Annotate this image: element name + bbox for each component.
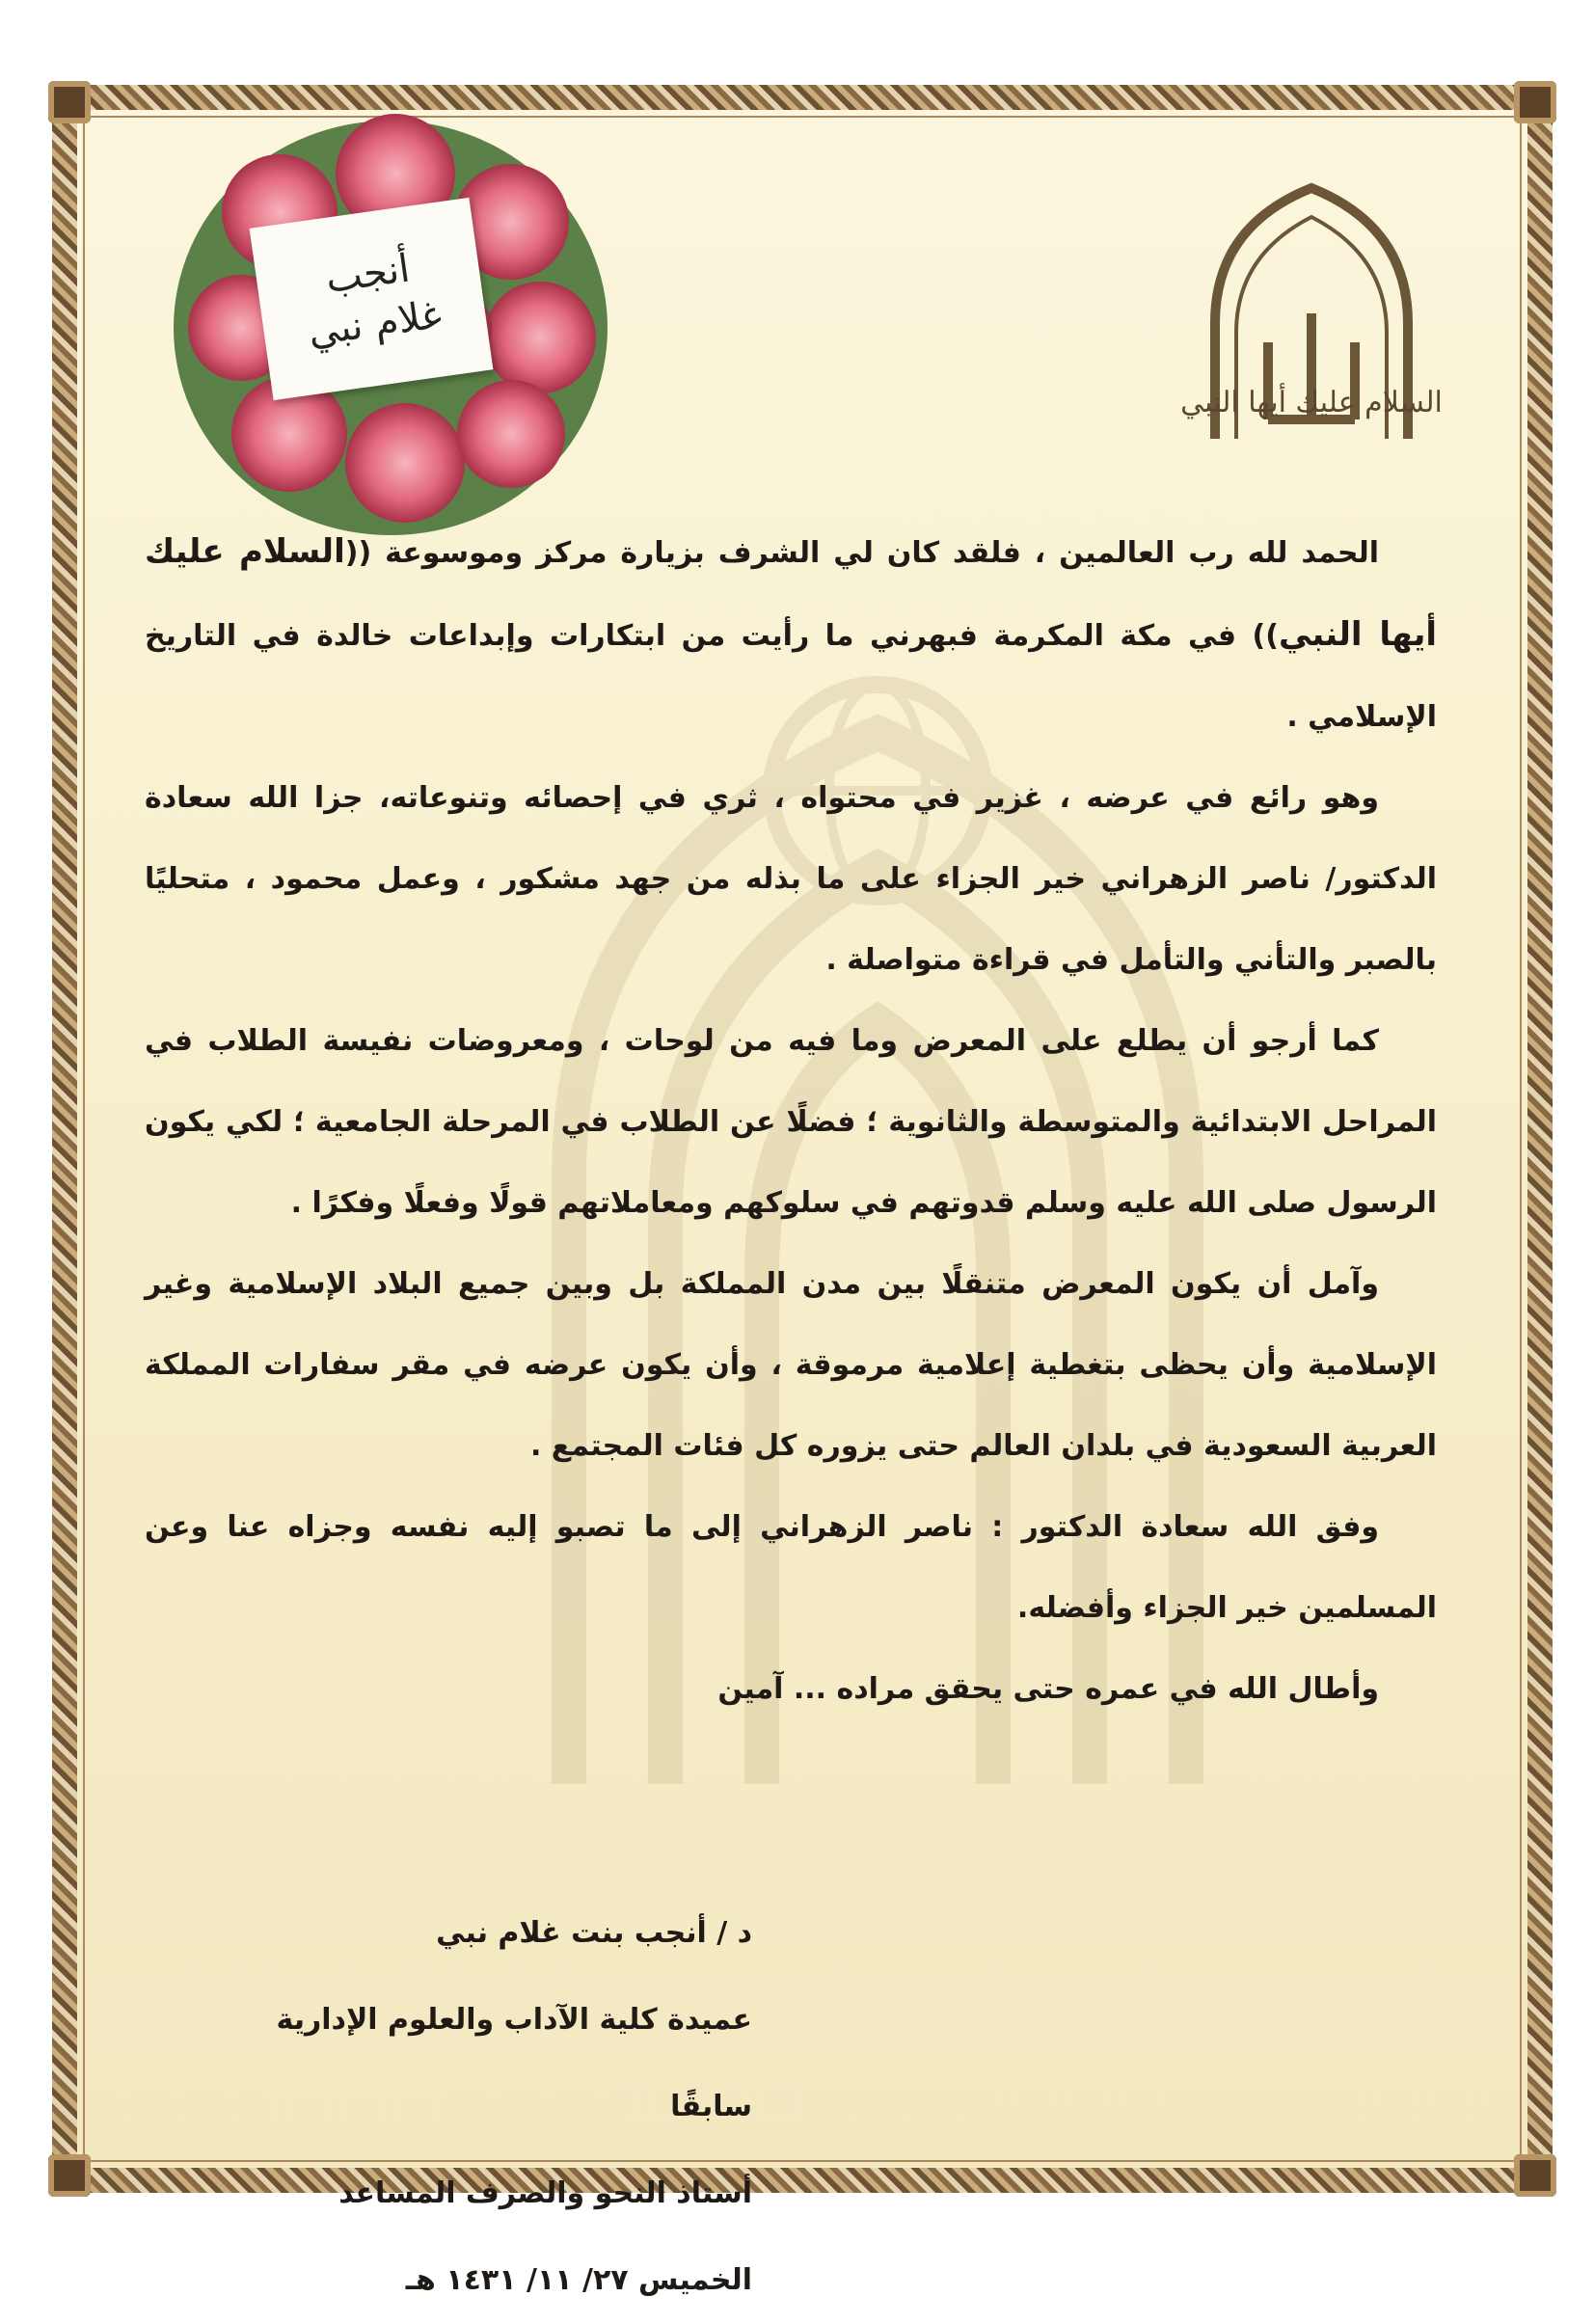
organization-logo-icon [1176,178,1446,468]
corner-ornament-bottom-left [48,2154,91,2197]
signer-name: د / أنجب بنت غلام نبي [436,1916,752,1950]
signer-title-2: أستاذ النحو والصرف المساعد [338,2176,752,2210]
paragraph-1-b: )) في مكة المكرمة فبهرني ما رأيت من ابتكارات وإبداعات خالدة في التاريخ الإسلامي . [145,619,1437,734]
paragraph-5: وفق الله سعادة الدكتور : ناصر الزهراني إلى ما تصبو إليه نفسه وجزاه عنا وعن المسلمين خير الجزاء وأفضله. [145,1510,1437,1625]
paragraph-1-a: الحمد لله رب العالمين ، فلقد كان لي الشرف بزيارة مركز وموسوعة [385,536,1379,570]
paragraph-4: وآمل أن يكون المعرض متنقلًا بين مدن المملكة بل وبين جميع البلاد الإسلامية وغير الإسلامية وأن يحظى بتغطية إعلامية مرموقة ، وأن يكون عرضه في مقر سفارات المملكة العربية السعودية في بلدان العالم حتى يزوره كل فئات المجتمع . [145,1267,1437,1463]
quote-open: (( [344,536,372,570]
letter-body [145,511,1437,1730]
signer-title-1: عميدة كلية الآداب والعلوم الإدارية سابقًا [276,2003,752,2123]
center-name-highlight: السلام عليك أيها النبي [145,532,1437,654]
corner-ornament-top-right [1514,81,1556,123]
paragraph-1 [145,511,1437,758]
logo-caption: السلام عليك أيها النبي [1180,386,1443,419]
signature-block [212,1890,752,2324]
paragraph-6: وأطال الله في عمره حتى يحقق مراده ... آمين [717,1672,1379,1706]
corner-ornament-top-left [48,81,91,123]
card-line-1: أنجب [322,246,413,303]
corner-ornament-bottom-right [1514,2154,1556,2197]
name-card [250,198,494,400]
paragraph-3: كما أرجو أن يطلع على المعرض وما فيه من لوحات ، ومعروضات نفيسة الطلاب في المراحل الابتدائية والمتوسطة والثانوية ؛ فضلًا عن الطلاب في المرحلة الجامعية ؛ لكي يكون الرسول صلى الله عليه وسلم قدوتهم في سلوكهم ومعاملاتهم قولًا وفعلًا وفكرًا . [145,1024,1437,1220]
card-line-2: غلام نبي [305,292,445,356]
letter-date: الخميس ٢٧/ ١١/ ١٤٣١ هـ [405,2263,752,2297]
paragraph-2: وهو رائع في عرضه ، غزير في محتواه ، ثري في إحصائه وتنوعاته، جزا الله سعادة الدكتور/ ناصر الزهراني خير الجزاء على ما بذله من جهد مشكور ، وعمل محمود ، متحليًا بالصبر والتأني والتأمل في قراءة متواصلة . [145,781,1437,977]
